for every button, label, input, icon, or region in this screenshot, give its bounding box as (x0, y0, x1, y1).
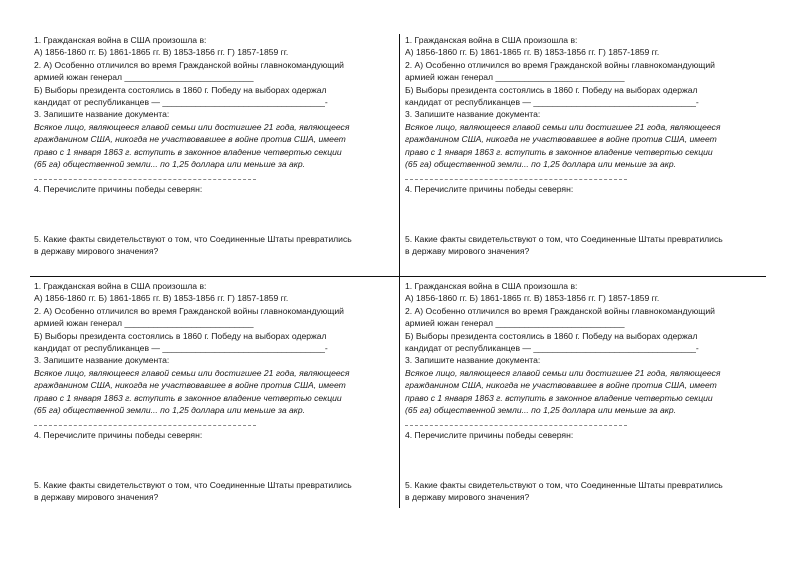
question-4: 4. Перечислите причины победы северян: (34, 184, 203, 195)
question-5-line-2: в державу мирового значения? (34, 246, 159, 257)
document-quote-line-1: Всякое лицо, являющееся главой семьи или достигшее 21 года, являющееся (405, 121, 721, 132)
question-2b-line-2: кандидат от республиканцев — __________________________________- (405, 343, 699, 354)
document-quote-line-4: (65 га) общественной земли... по 1,25 доллара или меньше за акр. (34, 159, 306, 170)
answer-dashed-line (34, 425, 256, 427)
question-2a-line-1: 2. А) Особенно отличился во время Гражданской войны главнокомандующий (405, 59, 715, 70)
question-1-options: А) 1856-1860 гг. Б) 1861-1865 гг. В) 1853-1856 гг. Г) 1857-1859 гг. (405, 47, 660, 58)
question-5-line-1: 5. Какие факты свидетельствуют о том, что Соединенные Штаты превратились (405, 479, 723, 490)
question-4: 4. Перечислите причины победы северян: (34, 430, 203, 441)
answer-space (405, 196, 767, 233)
worksheet-cell-bottom-left (34, 280, 396, 504)
answer-space (34, 442, 396, 479)
answer-space (405, 442, 767, 479)
question-1: 1. Гражданская война в США произошла в: (34, 281, 207, 291)
worksheet-cell-top-right (405, 34, 767, 258)
answer-dashed-line (405, 179, 627, 181)
document-quote-line-1: Всякое лицо, являющееся главой семьи или достигшее 21 года, являющееся (34, 121, 350, 132)
question-2a-line-1: 2. А) Особенно отличился во время Гражданской войны главнокомандующий (405, 305, 715, 316)
question-2b-line-1: Б) Выборы президента состоялись в 1860 г. Победу на выборах одержал (34, 84, 327, 95)
document-quote-line-1: Всякое лицо, являющееся главой семьи или достигшее 21 года, являющееся (405, 367, 721, 378)
document-quote-line-2: гражданином США, никогда не участвовавшее в войне против США, имеет (34, 380, 346, 391)
question-3: 3. Запишите название документа: (405, 109, 541, 120)
question-1-options: А) 1856-1860 гг. Б) 1861-1865 гг. В) 1853-1856 гг. Г) 1857-1859 гг. (405, 293, 660, 304)
horizontal-divider (30, 276, 766, 277)
question-5-line-2: в державу мирового значения? (405, 246, 530, 257)
worksheet-grid (30, 34, 766, 508)
question-2b-line-2: кандидат от республиканцев — __________________________________- (34, 97, 328, 108)
question-2a-line-2: армией южан генерал ___________________________ (405, 72, 625, 83)
answer-dashed-line (405, 425, 627, 427)
question-2b-line-2: кандидат от республиканцев — __________________________________- (34, 343, 328, 354)
vertical-divider (399, 34, 400, 508)
document-quote-line-3: право с 1 января 1863 г. вступить в законное владение четвертью секции (405, 392, 713, 403)
worksheet-cell-top-left (34, 34, 396, 258)
question-5-line-2: в державу мирового значения? (405, 492, 530, 503)
document-quote-line-3: право с 1 января 1863 г. вступить в законное владение четвертью секции (34, 146, 342, 157)
document-quote-line-2: гражданином США, никогда не участвовавшее в войне против США, имеет (405, 134, 717, 145)
question-5-line-2: в державу мирового значения? (34, 492, 159, 503)
answer-space (34, 196, 396, 233)
document-quote-line-1: Всякое лицо, являющееся главой семьи или достигшее 21 года, являющееся (34, 367, 350, 378)
document-quote-line-3: право с 1 января 1863 г. вступить в законное владение четвертью секции (405, 146, 713, 157)
question-5-line-1: 5. Какие факты свидетельствуют о том, что Соединенные Штаты превратились (34, 479, 352, 490)
question-1: 1. Гражданская война в США произошла в: (405, 35, 578, 45)
question-2a-line-2: армией южан генерал ___________________________ (405, 318, 625, 329)
question-2a-line-2: армией южан генерал ___________________________ (34, 318, 254, 329)
question-5-line-1: 5. Какие факты свидетельствуют о том, что Соединенные Штаты превратились (405, 233, 723, 244)
question-2b-line-1: Б) Выборы президента состоялись в 1860 г. Победу на выборах одержал (34, 330, 327, 341)
question-4: 4. Перечислите причины победы северян: (405, 430, 574, 441)
question-1-options: А) 1856-1860 гг. Б) 1861-1865 гг. В) 1853-1856 гг. Г) 1857-1859 гг. (34, 47, 289, 58)
question-3: 3. Запишите название документа: (34, 355, 170, 366)
question-3: 3. Запишите название документа: (34, 109, 170, 120)
question-2b-line-1: Б) Выборы президента состоялись в 1860 г. Победу на выборах одержал (405, 330, 698, 341)
question-1: 1. Гражданская война в США произошла в: (34, 35, 207, 45)
question-2b-line-2: кандидат от республиканцев — __________________________________- (405, 97, 699, 108)
question-2a-line-1: 2. А) Особенно отличился во время Гражданской войны главнокомандующий (34, 305, 344, 316)
question-2b-line-1: Б) Выборы президента состоялись в 1860 г. Победу на выборах одержал (405, 84, 698, 95)
question-1-options: А) 1856-1860 гг. Б) 1861-1865 гг. В) 1853-1856 гг. Г) 1857-1859 гг. (34, 293, 289, 304)
question-5-line-1: 5. Какие факты свидетельствуют о том, что Соединенные Штаты превратились (34, 233, 352, 244)
question-2a-line-1: 2. А) Особенно отличился во время Гражданской войны главнокомандующий (34, 59, 344, 70)
document-quote-line-2: гражданином США, никогда не участвовавшее в войне против США, имеет (405, 380, 717, 391)
document-quote-line-4: (65 га) общественной земли... по 1,25 доллара или меньше за акр. (34, 405, 306, 416)
document-quote-line-4: (65 га) общественной земли... по 1,25 доллара или меньше за акр. (405, 405, 677, 416)
question-1: 1. Гражданская война в США произошла в: (405, 281, 578, 291)
document-quote-line-4: (65 га) общественной земли... по 1,25 доллара или меньше за акр. (405, 159, 677, 170)
answer-dashed-line (34, 179, 256, 181)
worksheet-cell-bottom-right (405, 280, 767, 504)
question-4: 4. Перечислите причины победы северян: (405, 184, 574, 195)
document-quote-line-3: право с 1 января 1863 г. вступить в законное владение четвертью секции (34, 392, 342, 403)
question-2a-line-2: армией южан генерал ___________________________ (34, 72, 254, 83)
question-3: 3. Запишите название документа: (405, 355, 541, 366)
document-quote-line-2: гражданином США, никогда не участвовавшее в войне против США, имеет (34, 134, 346, 145)
